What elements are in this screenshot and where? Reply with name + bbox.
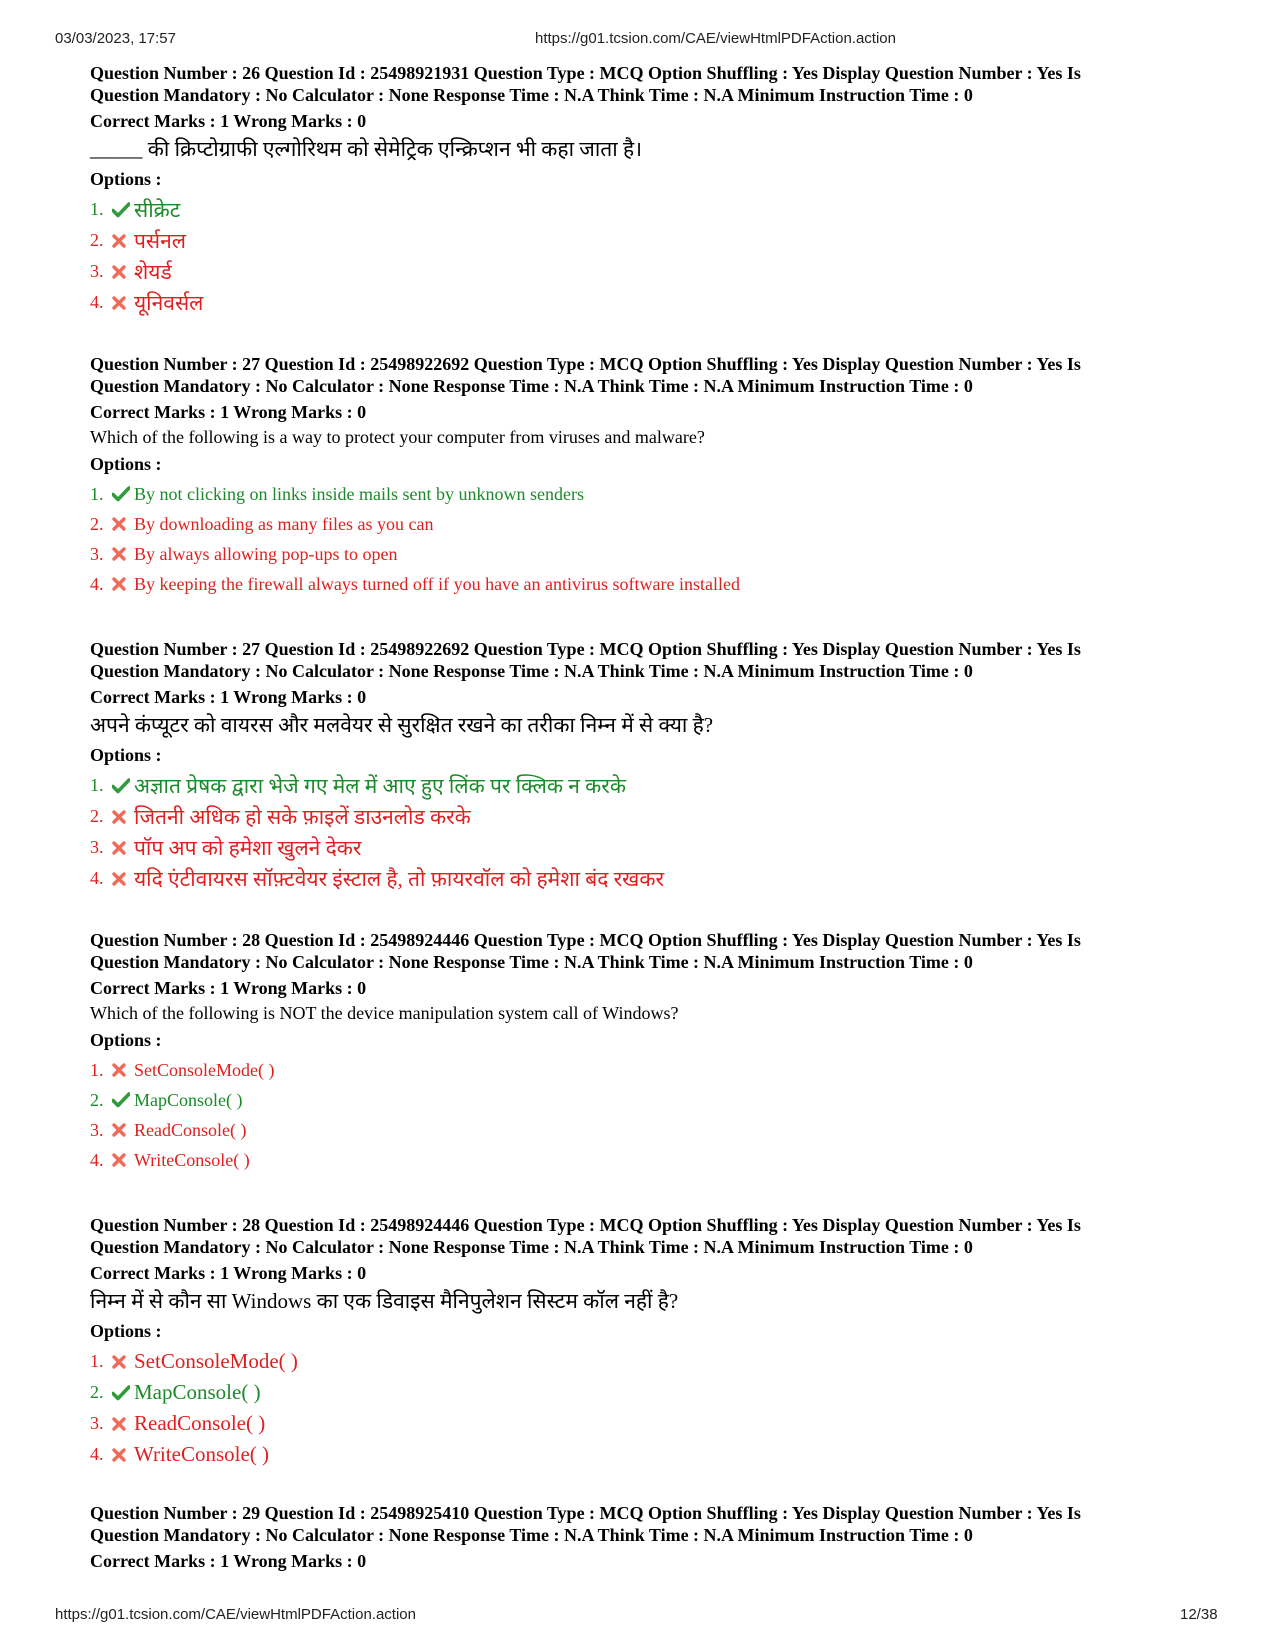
question-text: निम्न में से कौन सा Windows का एक डिवाइस मैनिपुलेशन सिस्टम कॉल नहीं है? [90,1289,679,1313]
options-label: Options : [90,1321,162,1341]
option-text: अज्ञात प्रेषक द्वारा भेजे गए मेल में आए हुए लिंक पर क्लिक न करके [134,773,626,798]
option-text: पर्सनल [134,228,187,253]
wrong-cross-icon [112,1448,134,1462]
option-item [90,1055,1200,1085]
option-item [90,1408,1200,1439]
option-number: 2. [90,513,104,534]
option-number: 3. [90,837,104,857]
option-text: By not clicking on links inside mails sent by unknown senders [134,483,584,504]
question-meta-line-2: Question Mandatory : No Calculator : None Response Time : N.A Think Time : N.A Minimum Instruction Time : 0 [90,376,973,396]
question-meta-line-1: Question Number : 26 Question Id : 25498921931 Question Type : MCQ Option Shuffling : Yes Display Question Number : Yes Is [90,63,1081,83]
header-url: https://g01.tcsion.com/CAE/viewHtmlPDFAction.action [535,30,896,47]
option-item [90,539,1200,569]
correct-check-icon [112,1092,134,1108]
option-item [90,569,1200,599]
footer-url[interactable]: https://g01.tcsion.com/CAE/viewHtmlPDFAction.action [55,1606,416,1623]
option-text: पॉप अप को हमेशा खुलने देकर [134,835,362,860]
option-text: सीक्रेट [134,197,181,222]
question-block [90,62,1200,318]
option-number: 4. [90,292,104,312]
option-text: By downloading as many files as you can [134,513,434,534]
option-number: 4. [90,1444,104,1464]
option-item [90,1145,1200,1175]
option-number: 1. [90,199,104,219]
option-number: 1. [90,1059,104,1080]
question-marks: Correct Marks : 1 Wrong Marks : 0 [90,402,367,422]
question-block [90,929,1200,1175]
question-text: अपने कंप्यूटर को वायरस और मलवेयर से सुरक्षित रखने का तरीका निम्न में से क्या है? [90,713,714,737]
question-text: Which of the following is a way to protect your computer from viruses and malware? [90,427,705,447]
option-item [90,1346,1200,1377]
option-item [90,770,1200,801]
option-number: 1. [90,1351,104,1371]
option-number: 2. [90,806,104,826]
correct-check-icon [112,202,134,218]
option-item [90,801,1200,832]
options-list [90,194,1200,318]
question-marks: Correct Marks : 1 Wrong Marks : 0 [90,1263,367,1283]
wrong-cross-icon [112,1123,134,1137]
wrong-cross-icon [112,234,134,248]
question-meta-line-1: Question Number : 27 Question Id : 25498922692 Question Type : MCQ Option Shuffling : Yes Display Question Number : Yes Is [90,639,1081,659]
header-datetime: 03/03/2023, 17:57 [55,30,176,47]
option-number: 2. [90,1089,104,1110]
footer-page-number: 12/38 [1180,1606,1218,1623]
wrong-cross-icon [112,517,134,531]
option-item [90,287,1200,318]
option-number: 2. [90,230,104,250]
option-text: यदि एंटीवायरस सॉफ़्टवेयर इंस्टाल है, तो फ़ायरवॉल को हमेशा बंद रखकर [134,866,665,891]
question-meta-line-2: Question Mandatory : No Calculator : None Response Time : N.A Think Time : N.A Minimum Instruction Time : 0 [90,952,973,972]
wrong-cross-icon [112,1063,134,1077]
option-text: ReadConsole( ) [134,1411,266,1435]
question-text: _____ की क्रिप्टोग्राफी एल्गोरिथम को सेमेट्रिक एन्क्रिप्शन भी कहा जाता है। [90,137,643,161]
question-block [90,353,1200,599]
option-item [90,194,1200,225]
question-marks: Correct Marks : 1 Wrong Marks : 0 [90,111,367,131]
option-item [90,1439,1200,1470]
option-text: By keeping the firewall always turned off if you have an antivirus software installed [134,573,740,594]
option-item [90,1085,1200,1115]
option-number: 3. [90,1413,104,1433]
question-meta-line-1: Question Number : 28 Question Id : 25498924446 Question Type : MCQ Option Shuffling : Yes Display Question Number : Yes Is [90,1215,1081,1235]
option-item [90,509,1200,539]
options-label: Options : [90,169,162,189]
option-number: 4. [90,868,104,888]
wrong-cross-icon [112,1355,134,1369]
option-number: 4. [90,1149,104,1170]
option-text: ReadConsole( ) [134,1119,247,1140]
wrong-cross-icon [112,1153,134,1167]
wrong-cross-icon [112,810,134,824]
wrong-cross-icon [112,841,134,855]
option-number: 3. [90,261,104,281]
option-text: यूनिवर्सल [134,290,204,315]
option-text: By always allowing pop-ups to open [134,543,398,564]
question-meta-line-2: Question Mandatory : No Calculator : None Response Time : N.A Think Time : N.A Minimum Instruction Time : 0 [90,1237,973,1257]
question-marks: Correct Marks : 1 Wrong Marks : 0 [90,1551,367,1571]
option-text: MapConsole( ) [134,1380,261,1404]
option-number: 2. [90,1382,104,1402]
option-number: 1. [90,775,104,795]
question-block [90,638,1200,894]
options-label: Options : [90,745,162,765]
question-block [90,1214,1200,1470]
option-text: शेयर्ड [134,259,172,284]
question-block [90,1502,1200,1572]
question-meta-line-1: Question Number : 28 Question Id : 25498924446 Question Type : MCQ Option Shuffling : Yes Display Question Number : Yes Is [90,930,1081,950]
option-number: 3. [90,543,104,564]
option-text: WriteConsole( ) [134,1149,250,1170]
question-meta-line-2: Question Mandatory : No Calculator : None Response Time : N.A Think Time : N.A Minimum Instruction Time : 0 [90,1525,973,1545]
option-item [90,863,1200,894]
correct-check-icon [112,486,134,502]
wrong-cross-icon [112,296,134,310]
option-text: SetConsoleMode( ) [134,1059,275,1080]
option-item [90,479,1200,509]
question-meta-line-2: Question Mandatory : No Calculator : None Response Time : N.A Think Time : N.A Minimum Instruction Time : 0 [90,85,973,105]
wrong-cross-icon [112,577,134,591]
options-list [90,479,1200,599]
option-text: SetConsoleMode( ) [134,1349,298,1373]
option-text: जितनी अधिक हो सके फ़ाइलें डाउनलोड करके [134,804,471,829]
question-marks: Correct Marks : 1 Wrong Marks : 0 [90,687,367,707]
options-label: Options : [90,454,162,474]
question-text: Which of the following is NOT the device manipulation system call of Windows? [90,1003,679,1023]
correct-check-icon [112,1385,134,1401]
option-text: MapConsole( ) [134,1089,243,1110]
options-label: Options : [90,1030,162,1050]
correct-check-icon [112,778,134,794]
options-list [90,770,1200,894]
wrong-cross-icon [112,265,134,279]
question-meta-line-1: Question Number : 29 Question Id : 25498925410 Question Type : MCQ Option Shuffling : Yes Display Question Number : Yes Is [90,1503,1081,1523]
options-list [90,1346,1200,1470]
wrong-cross-icon [112,872,134,886]
wrong-cross-icon [112,547,134,561]
wrong-cross-icon [112,1417,134,1431]
question-meta-line-1: Question Number : 27 Question Id : 25498922692 Question Type : MCQ Option Shuffling : Yes Display Question Number : Yes Is [90,354,1081,374]
options-list [90,1055,1200,1175]
option-item [90,256,1200,287]
option-number: 3. [90,1119,104,1140]
option-item [90,225,1200,256]
option-number: 4. [90,573,104,594]
option-item [90,832,1200,863]
option-item [90,1115,1200,1145]
option-number: 1. [90,483,104,504]
option-text: WriteConsole( ) [134,1442,270,1466]
question-marks: Correct Marks : 1 Wrong Marks : 0 [90,978,367,998]
option-item [90,1377,1200,1408]
question-meta-line-2: Question Mandatory : No Calculator : None Response Time : N.A Think Time : N.A Minimum Instruction Time : 0 [90,661,973,681]
